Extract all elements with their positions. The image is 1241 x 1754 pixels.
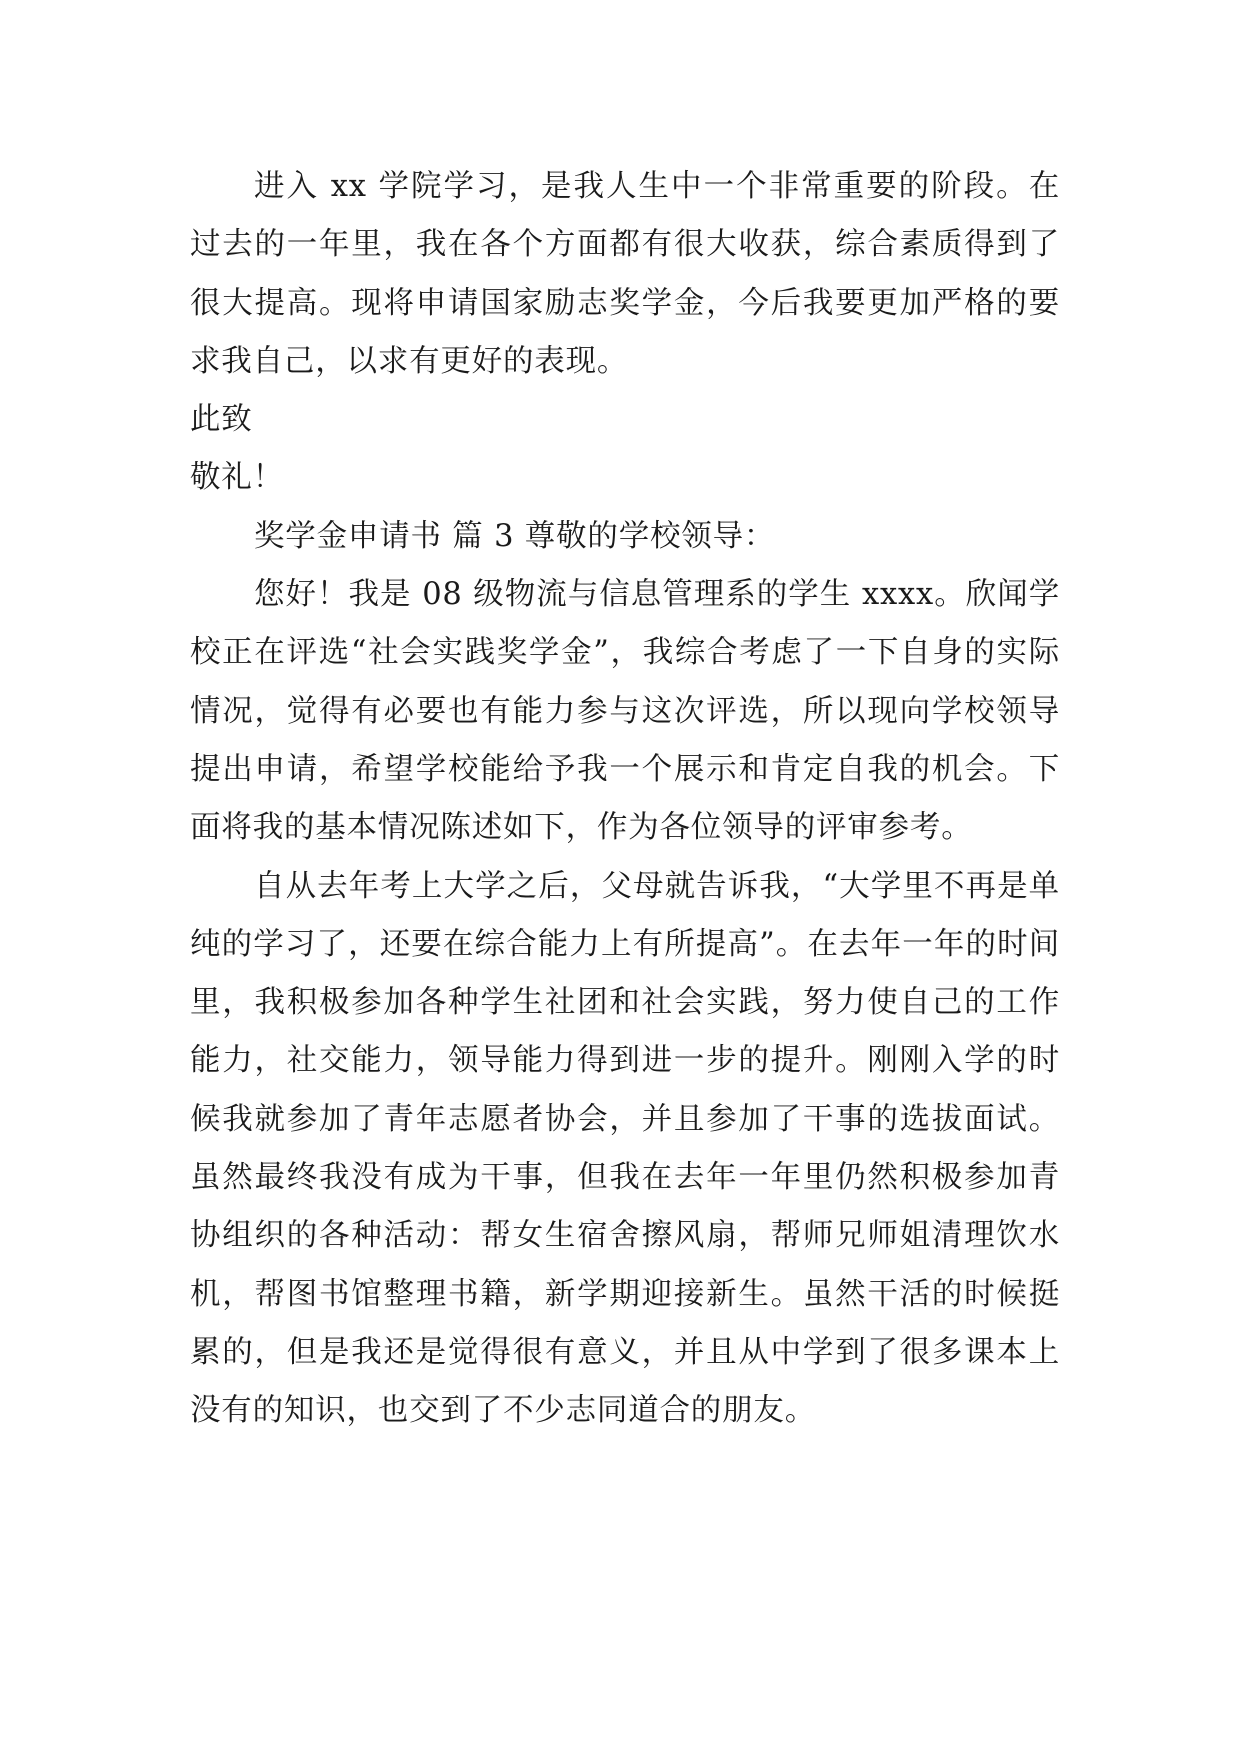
document-body <box>190 158 1060 1441</box>
section-heading: 奖学金申请书 篇 3 尊敬的学校领导： <box>254 518 776 554</box>
closing-salutation: 此致 <box>190 402 253 438</box>
closing-regards: 敬礼！ <box>190 460 284 496</box>
paragraph-introduction: 您好！我是 08 级物流与信息管理系的学生 xxxx。欣闻学校正在评选“社会实践奖学金”，我综合考虑了一下自身的实际情况，觉得有必要也有能力参与这次评选，所以现向学校领导提出申请，希望学校能给予我一个展示和肯定自我的机会。下面将我的基本情况陈述如下，作为各位领导的评审参考。 <box>190 577 1060 846</box>
paragraph-progress-summary: 进入 xx 学院学习，是我人生中一个非常重要的阶段。在过去的一年里，我在各个方面都有很大收获，综合素质得到了很大提高。现将申请国家励志奖学金，今后我要更加严格的要求我自己，以求有更好的表现。 <box>190 169 1060 379</box>
paragraph-activities: 自从去年考上大学之后，父母就告诉我，“大学里不再是单纯的学习了，还要在综合能力上有所提高”。在去年一年的时间里，我积极参加各种学生社团和社会实践，努力使自己的工作能力，社交能力，领导能力得到进一步的提升。刚刚入学的时候我就参加了青年志愿者协会，并且参加了干事的选拔面试。虽然最终我没有成为干事，但我在去年一年里仍然积极参加青协组织的各种活动：帮女生宿舍擦风扇，帮师兄师姐清理饮水机，帮图书馆整理书籍，新学期迎接新生。虽然干活的时候挺累的，但是我还是觉得很有意义，并且从中学到了很多课本上没有的知识，也交到了不少志同道合的朋友。 <box>190 868 1060 1429</box>
